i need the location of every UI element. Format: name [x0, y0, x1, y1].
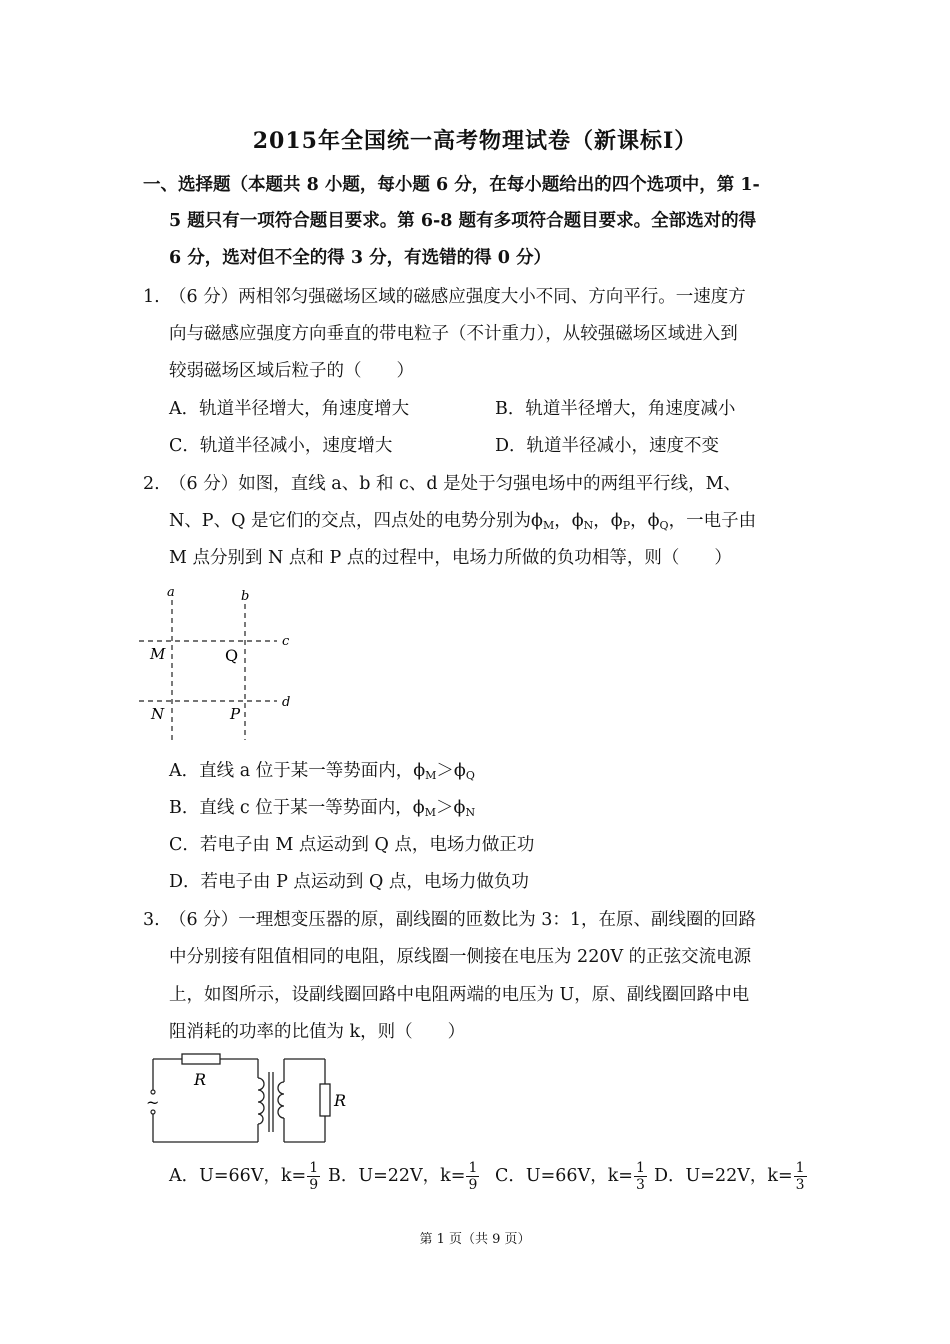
q2-stem-line-3: M 点分别到 N 点和 P 点的过程中，电场力所做的负功相等，则（ ）	[169, 548, 732, 568]
label-b: b	[241, 589, 250, 604]
q1-stem-line-2: 向与磁感应强度方向垂直的带电粒子（不计重力），从较强磁场区域进入到	[169, 324, 738, 344]
page-footer: 第 1 页（共 9 页）	[419, 1232, 531, 1247]
secondary-resistor-label: R	[334, 1091, 347, 1110]
primary-resistor-label: R	[194, 1070, 207, 1089]
q3-option-a: A．U=66V，k= $\frac{1}{9}$	[169, 1160, 319, 1193]
q1-option-c: C．轨道半径减小，速度增大	[169, 436, 393, 456]
q2-stem-line-2: N、P、Q 是它们的交点，四点处的电势分别为$\phi_M$，$\phi_N$，$\phi_P$，$\phi_Q$，一电子由	[169, 511, 757, 532]
secondary-resistor	[320, 1084, 330, 1116]
q1-option-d: D．轨道半径减小，速度不变	[495, 436, 720, 456]
q2-option-c: C．若电子由 M 点运动到 Q 点，电场力做正功	[169, 835, 535, 855]
label-Q: Q	[225, 646, 239, 665]
label-P: P	[230, 705, 241, 723]
fraction-one-third: $\frac{1}{3}$	[635, 1160, 645, 1193]
primary-coil	[258, 1078, 264, 1124]
q3-option-b: B．U=22V，k= $\frac{1}{9}$	[328, 1160, 478, 1193]
q2-option-d: D．若电子由 P 点运动到 Q 点，电场力做负功	[169, 872, 529, 892]
q2-stem-line-1: （6 分）如图，直线 a、b 和 c、d 是处于匀强电场中的两组平行线，M、	[169, 474, 742, 494]
primary-resistor	[182, 1054, 220, 1064]
fraction-one-ninth: $\frac{1}{9}$	[309, 1160, 319, 1193]
fraction-one-third: $\frac{1}{3}$	[795, 1160, 805, 1193]
q3-option-d: D．U=22V，k= $\frac{1}{3}$	[654, 1160, 805, 1193]
q3-stem-line-4: 阻消耗的功率的比值为 k，则（ ）	[169, 1022, 466, 1042]
label-N: N	[151, 705, 165, 723]
q3-option-c: C．U=66V，k= $\frac{1}{3}$	[495, 1160, 645, 1193]
label-d: d	[282, 695, 291, 710]
q1-number: 1.	[143, 287, 160, 307]
q3-number: 3.	[143, 910, 160, 930]
secondary-coil	[278, 1082, 284, 1118]
label-M: M	[150, 645, 166, 663]
q1-stem-line-3: 较弱磁场区域后粒子的（ ）	[169, 361, 414, 381]
q3-stem-line-3: 上，如图所示，设副线圈回路中电阻两端的电压为 U，原、副线圈回路中电	[169, 985, 750, 1005]
q2-option-a: A．直线 a 位于某一等势面内，$\phi_M>\phi_Q$	[169, 761, 475, 782]
page-title: 2015年全国统一高考物理试卷（新课标Ⅰ）	[252, 128, 698, 154]
section-header-line-2: 5 题只有一项符合题目要求。第 6-8 题有多项符合题目要求。全部选对的得	[169, 211, 757, 231]
q3-stem-line-1: （6 分）一理想变压器的原，副线圈的匝数比为 3：1，在原、副线圈的回路	[169, 910, 757, 930]
label-a: a	[167, 585, 175, 600]
q3-stem-line-2: 中分别接有阻值相同的电阻，原线圈一侧接在电压为 220V 的正弦交流电源	[169, 947, 752, 967]
q1-option-a: A．轨道半径增大，角速度增大	[169, 399, 410, 419]
q1-option-b: B．轨道半径增大，角速度减小	[495, 399, 736, 419]
fraction-one-ninth: $\frac{1}{9}$	[468, 1160, 478, 1193]
q2-field-lines-figure	[135, 582, 305, 744]
label-c: c	[282, 634, 290, 649]
section-header-line-1: 一、选择题（本题共 8 小题，每小题 6 分，在每小题给出的四个选项中，第 1-	[143, 175, 760, 195]
q3-transformer-circuit-figure	[140, 1052, 355, 1148]
section-header-line-3: 6 分，选对但不全的得 3 分，有选错的得 0 分）	[169, 248, 551, 268]
ac-source-symbol: ~	[146, 1093, 160, 1112]
q2-number: 2.	[143, 474, 160, 494]
q2-option-b: B．直线 c 位于某一等势面内，$\phi_M>\phi_N$	[169, 798, 476, 819]
q1-stem-line-1: （6 分）两相邻匀强磁场区域的磁感应强度大小不同、方向平行。一速度方	[169, 287, 746, 307]
